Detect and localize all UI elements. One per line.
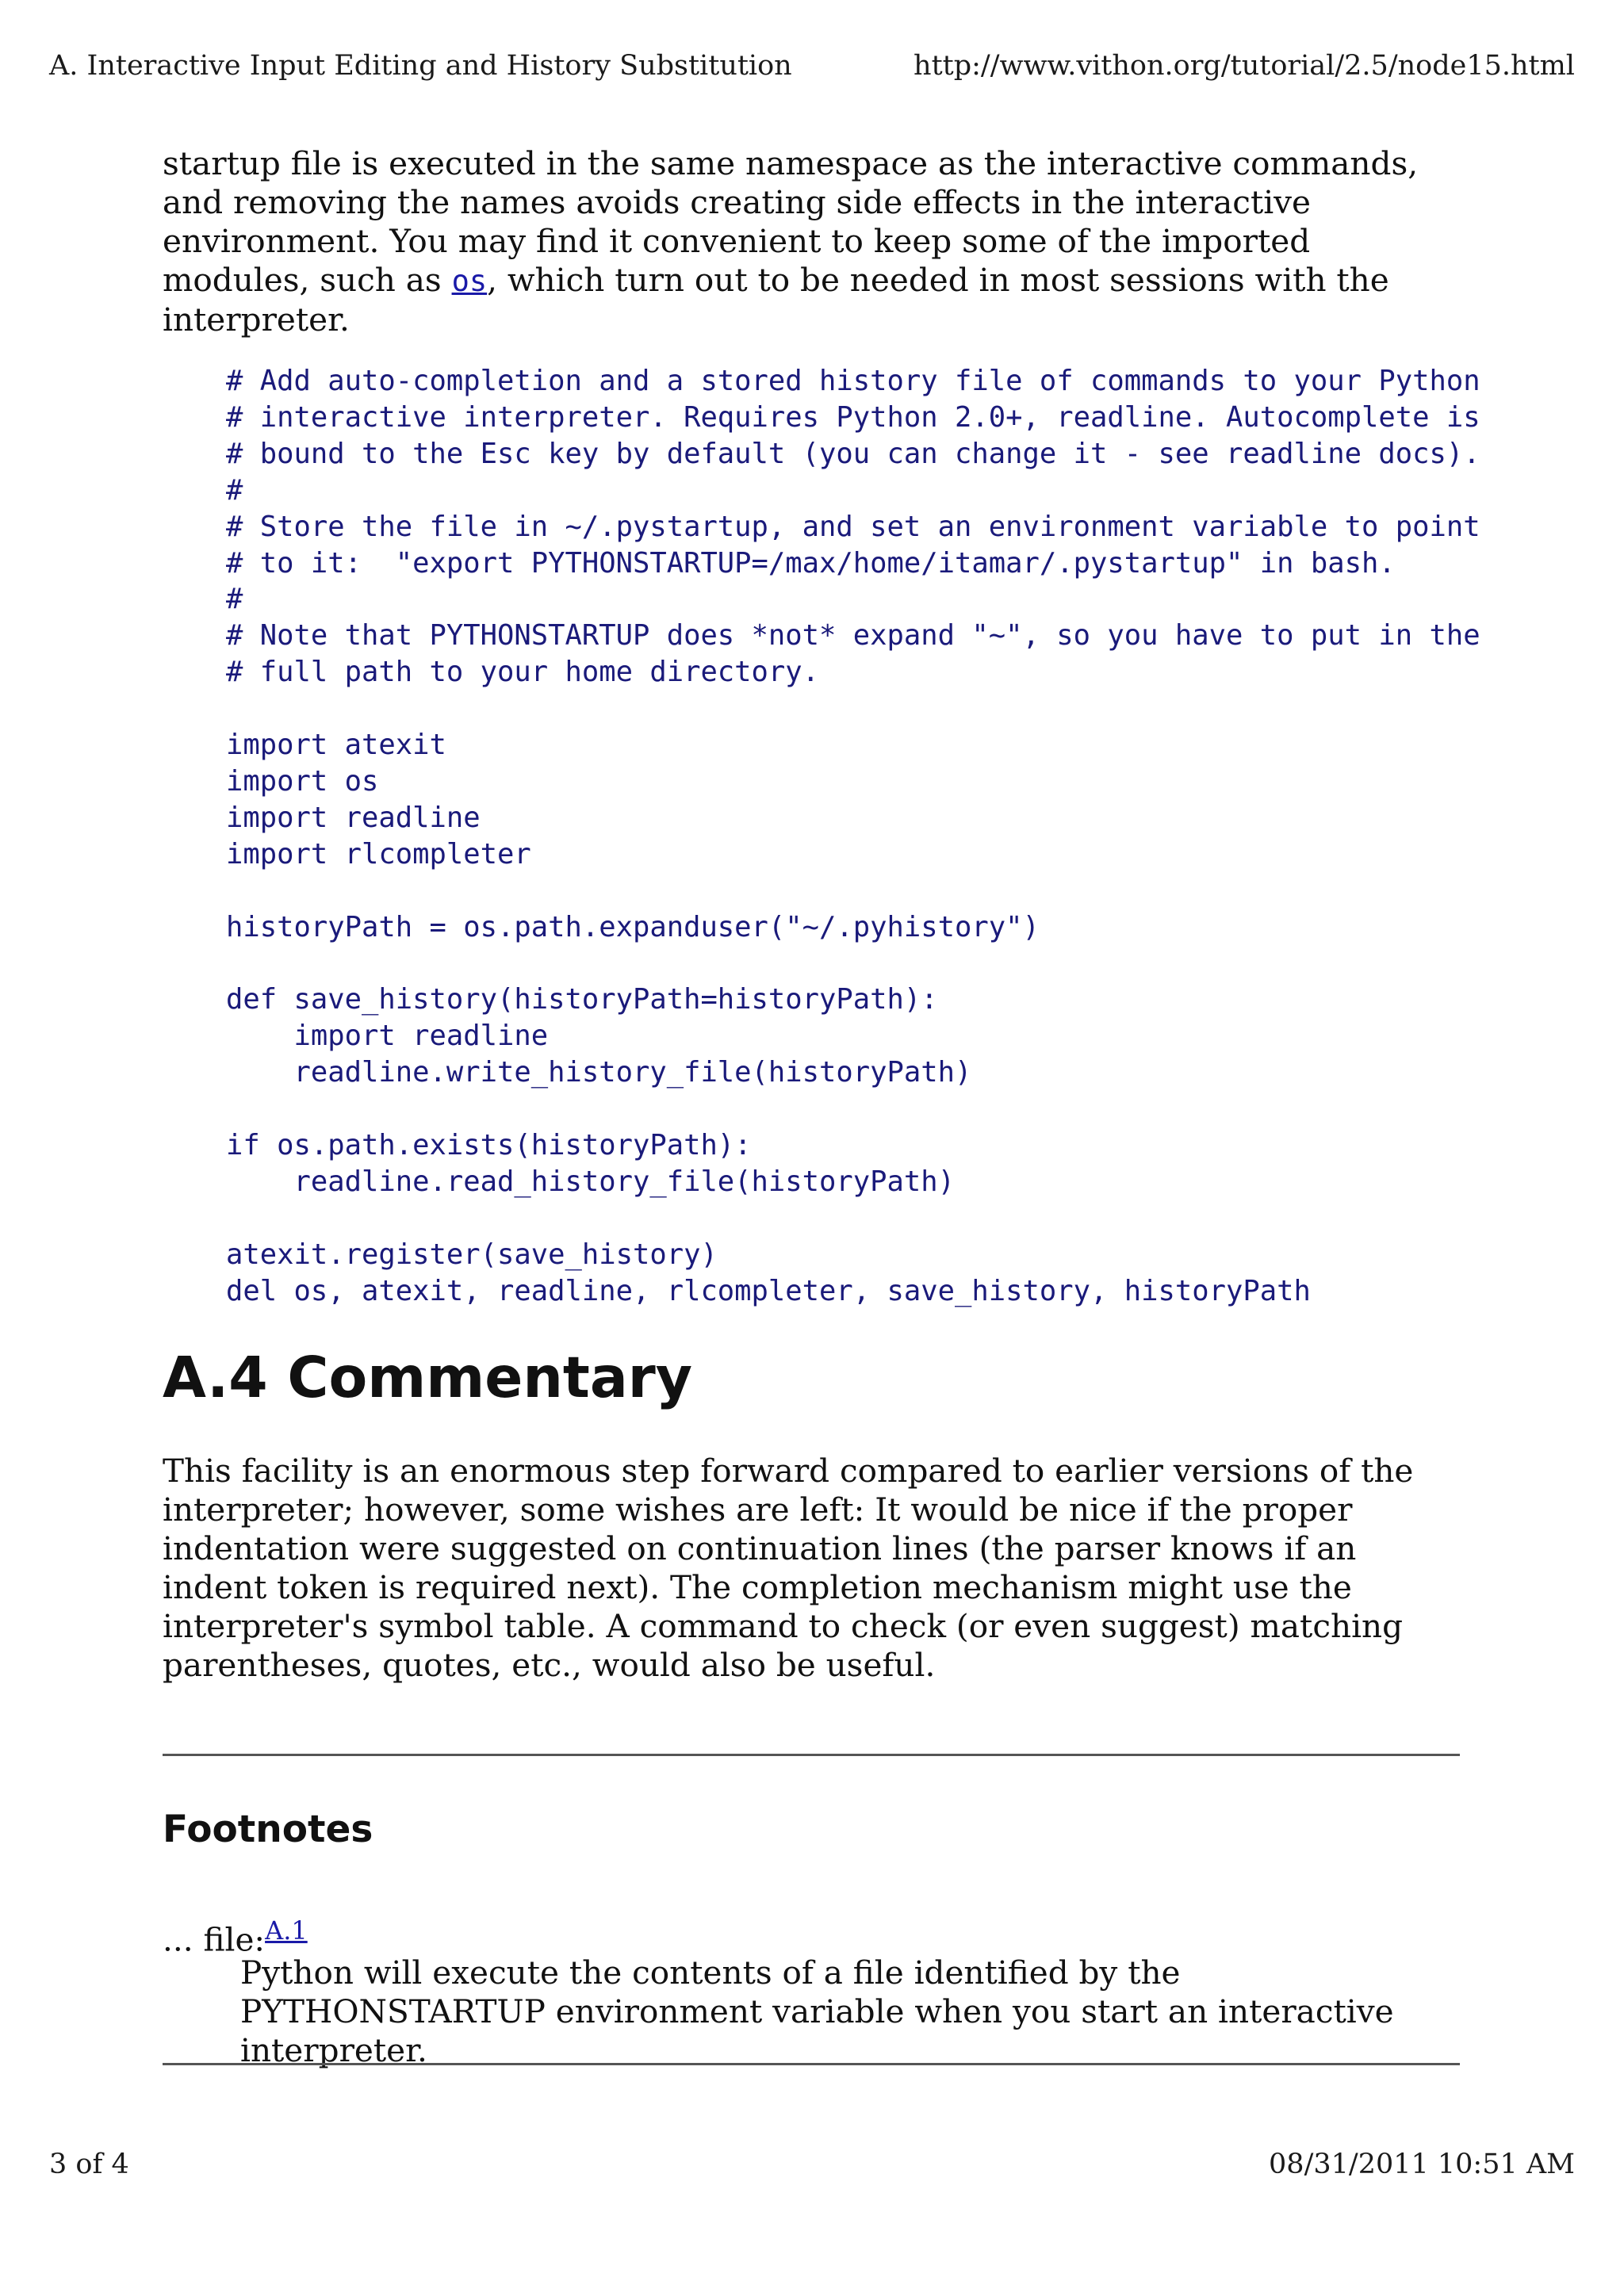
footnotes-top-divider — [163, 1754, 1460, 1756]
footnote-definition: Python will execute the contents of a file identified by the PYTHONSTARTUP environment variable when you start an interactive interpreter. — [240, 1954, 1394, 2069]
commentary-paragraph: This facility is an enormous step forward compared to earlier versions of the interpreter; however, some wishes are left: It would be nice if the proper indentation were suggested on continuation lines (the parser knows if an indent token is required next). The completion mechanism might use the interpreter's symbol table. A command to check (or even suggest) matching parentheses, quotes, etc., would also be useful. — [163, 1451, 1414, 1684]
print-timestamp: 08/31/2011 10:51 AM — [1269, 2149, 1575, 2180]
footnote-term — [163, 1915, 308, 1959]
footnote-term-text: ... file: — [163, 1920, 266, 1959]
section-heading: A.4 Commentary — [163, 1344, 693, 1410]
intro-text-start: startup file is executed in the same namespace as the interactive commands, and removing the names avoids creating side effects in the interactive environment. You may find it convenient to keep some of the imported modules, such as — [163, 144, 1419, 299]
page-header-url: http://www.vithon.org/tutorial/2.5/node15.html — [914, 50, 1575, 82]
intro-paragraph — [163, 144, 1463, 339]
os-module-link[interactable]: os — [451, 264, 488, 298]
page-header-title: A. Interactive Input Editing and History Substitution — [49, 50, 792, 82]
page-number: 3 of 4 — [49, 2149, 129, 2180]
footnotes-bottom-divider — [163, 2063, 1460, 2065]
pystartup-code-block: # Add auto-completion and a stored history file of commands to your Python # interactive interpreter. Requires Python 2.0+, readline. Autocomplete is # bound to the Esc key by default (you can change it - see readline docs). # # Store the file in ~/.pystartup, and set an environment variable to point # to it: "export PYTHONSTARTUP=/max/home/itamar/.pystartup" in bash. # # Note that PYTHONSTARTUP does *not* expand "~", so you have to put in the # full path to your home directory. import atexit import os import readline import rlcompleter historyPath = os.path.expanduser("~/.pyhistory") def save_history(historyPath=historyPath): import readline readline.write_history_file(historyPath) if os.path.exists(historyPath): readline.read_history_file(historyPath) atexit.register(save_history) del os, atexit, readline, rlcompleter, save_history, historyPath — [226, 365, 1480, 1307]
footnote-ref-link[interactable]: A.1 — [265, 1915, 308, 1946]
footnotes-title: Footnotes — [163, 1808, 373, 1851]
main-content — [163, 144, 1480, 1685]
intro-text-end: , which turn out to be needed in most sessions with the interpreter. — [163, 261, 1389, 339]
